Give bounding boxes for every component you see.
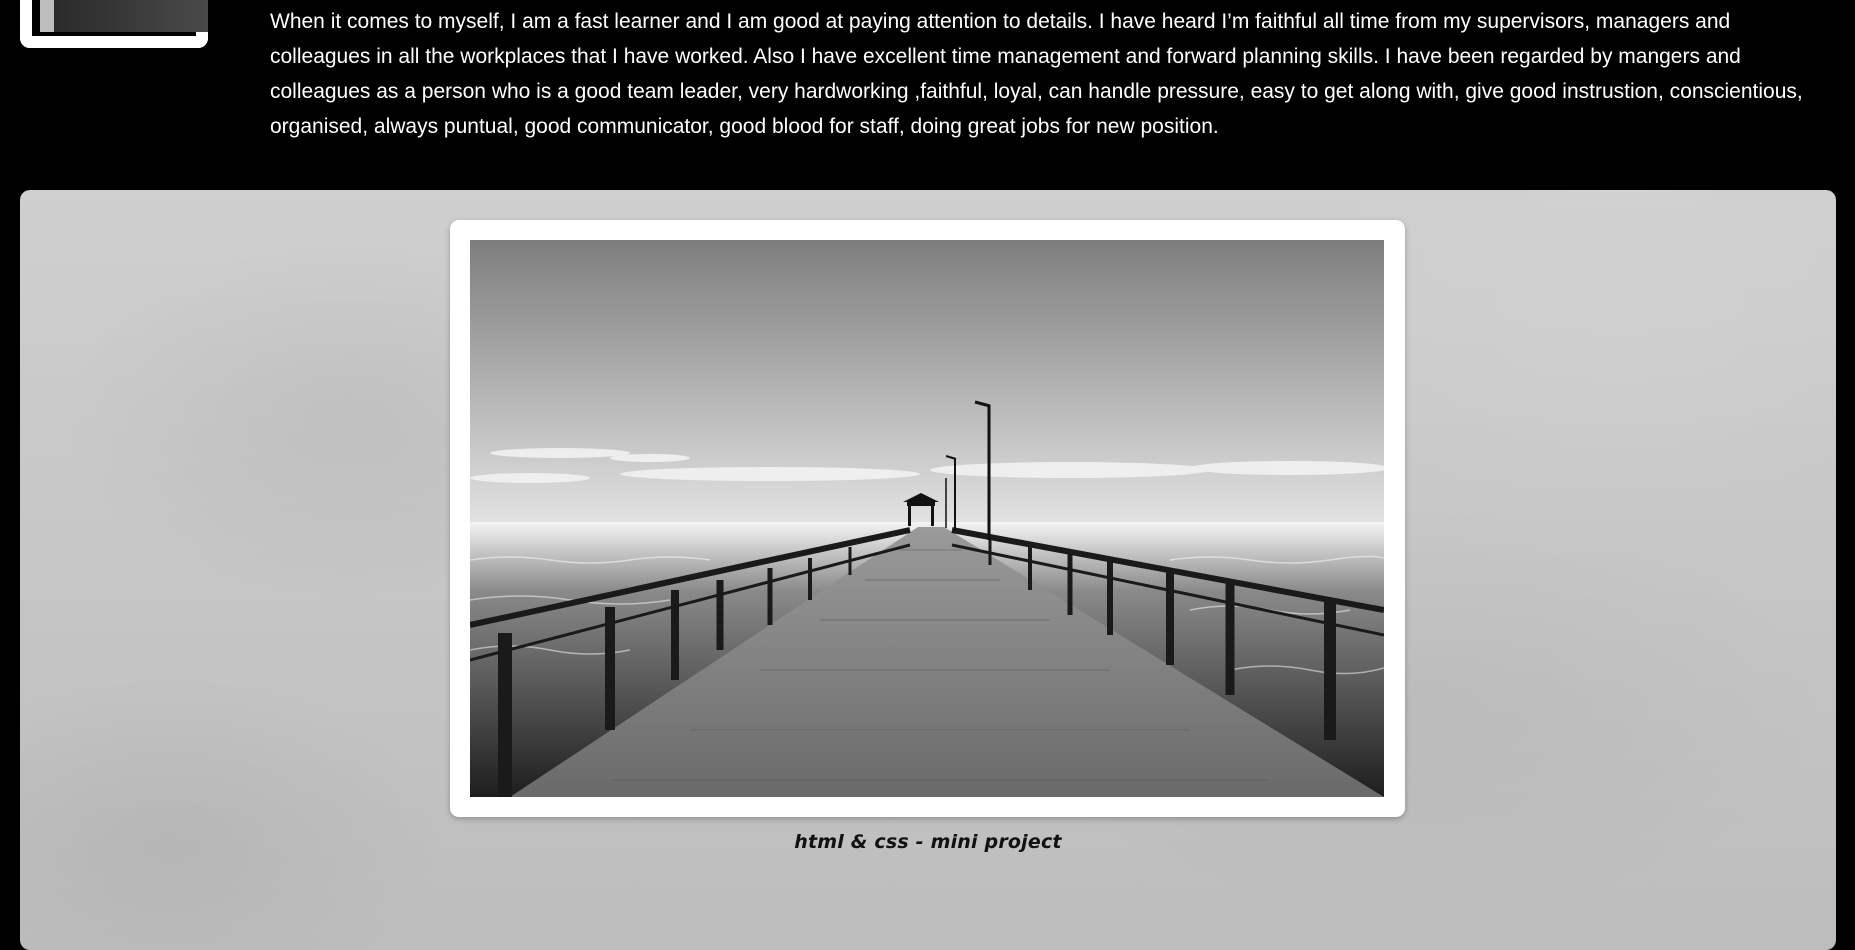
gallery-caption: html & css - mini project (794, 831, 1062, 853)
pier-photo (470, 240, 1384, 797)
photo-frame (450, 220, 1405, 817)
gallery-panel (20, 190, 1836, 950)
profile-section (0, 0, 1855, 190)
profile-bio: When it comes to myself, I am a fast learner and I am good at paying attention to details. I have heard I’m faithful all time from my supervisors, managers and colleagues in all the workplaces that I have worked. Also I have excellent time management and forward planning skills. I have been regarded by mangers and colleagues as a person who is a good team leader, very hardworking ,faithful, loyal, can handle pressure, easy to get along with, give good instrustion, conscientious, organised, always puntual, good communicator, good blood for staff, doing great jobs for new position. (270, 10, 1803, 138)
avatar-frame (20, 0, 208, 48)
avatar (40, 0, 208, 32)
sky (470, 240, 1384, 522)
